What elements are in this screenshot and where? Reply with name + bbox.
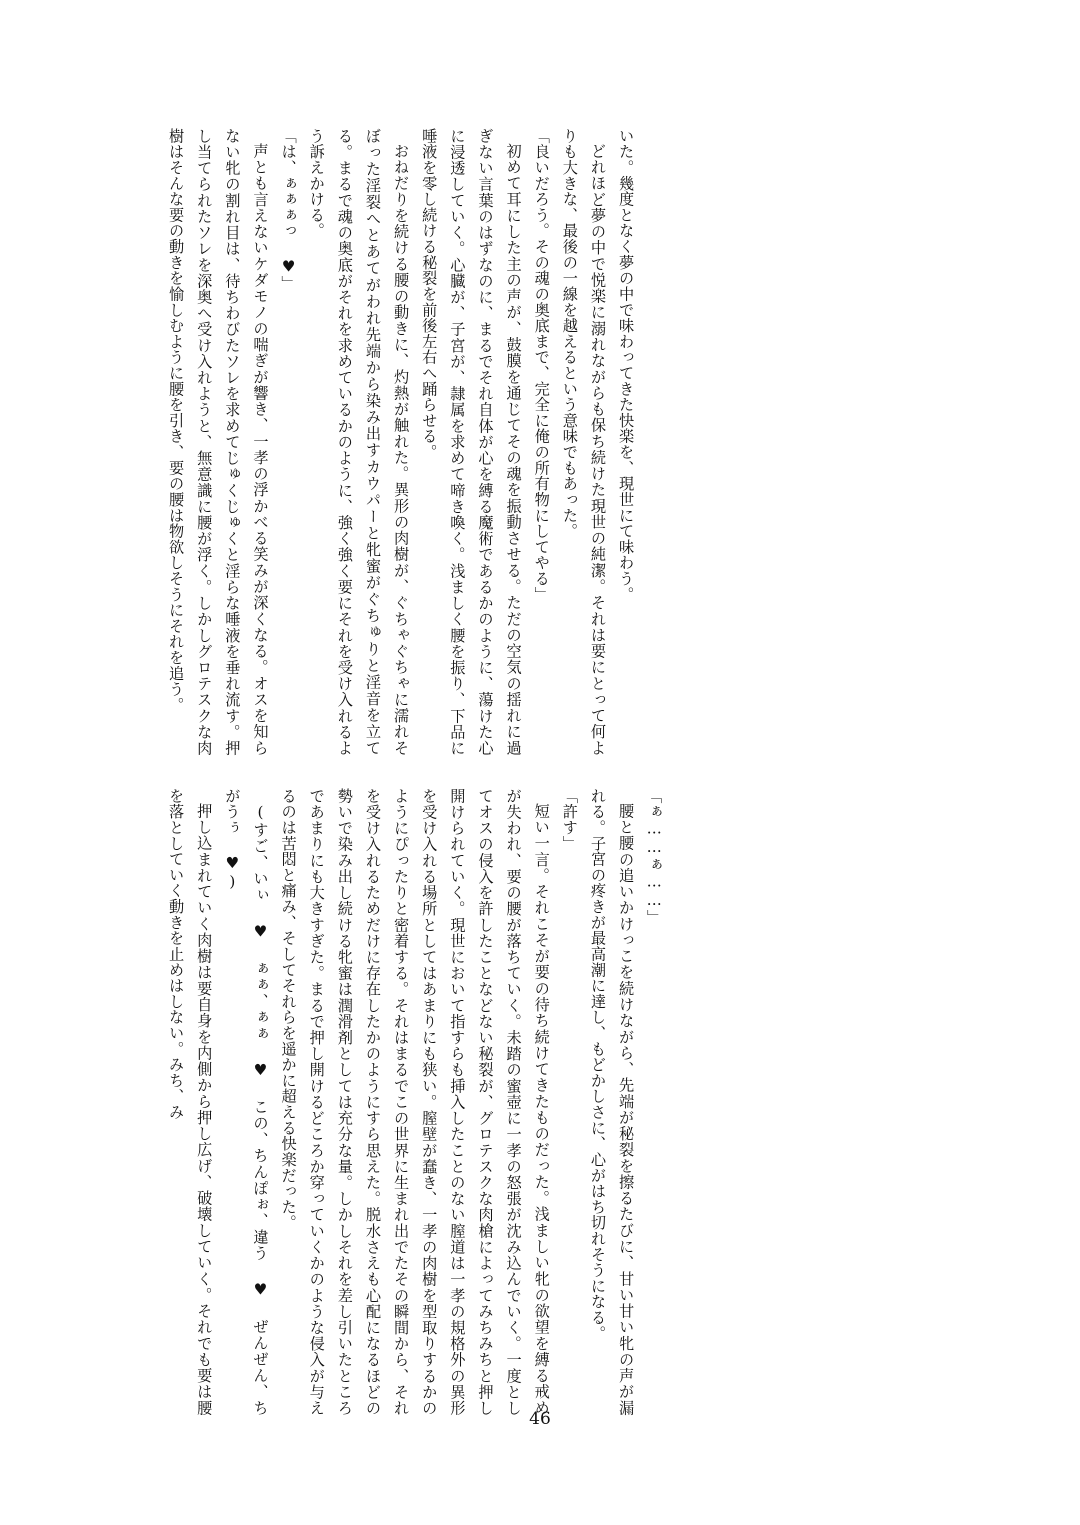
paragraph: 声とも言えないケダモノの喘ぎが響き、一孝の浮かべる笑みが深くなる。オスを知らない牝の割れ目は、待ちわびたソレを求めてじゅくじゅくと淫らな唾液を垂れ流す。押し当てられたソレを深奥へ受け入れようと、無意識に腰が浮く。しかしグロテスクな肉樹はそんな要の動きを愉しむように腰を引き、要の腰は物欲しそうにそれを追う。 <box>167 128 270 756</box>
paragraph: どれほど夢の中で悦楽に溺れながらも保ち続けた現世の純潔。それは要にとって何よりも大きな、最後の一線を越えるという意味でもあった。 <box>560 128 607 756</box>
text-block-upper <box>162 128 1000 756</box>
paragraph-dialogue: 「は、ぁぁぁっ ♥」 <box>279 128 298 292</box>
paragraph: おねだりを続ける腰の動きに、灼熱が触れた。異形の肉樹が、ぐちゃぐちゃに濡れそぼった淫裂へとあてがわれ先端から染み出すカウパーと牝蜜がぐちゅりと淫音を立てる。まるで魂の奥底がそれを求めているかのように、強く強く要にそれを受け入れるよう訴えかける。 <box>307 128 411 756</box>
vertical-text-column-lower <box>162 788 668 1416</box>
paragraph: 腰と腰の追いかけっこを続けながら、先端が秘裂を擦るたびに、甘い甘い牝の声が漏れる。子宮の疼きが最高潮に達し、もどかしさに、心がはち切れそうになる。 <box>589 788 636 1416</box>
paragraph-dialogue: 「ぁ……ぁ……」 <box>645 788 664 926</box>
paragraph: 押し込まれていく肉樹は要自身を内側から押し広げ、破壊していく。それでも要は腰を落としていく動きを止めはしない。みち、み <box>167 788 214 1416</box>
paragraph-dialogue: 「良いだろう。その魂の奥底まで、完全に俺の所有物にしてやる」 <box>532 128 551 603</box>
paragraph: 初めて耳にした主の声が、鼓膜を通じてその魂を振動させる。ただの空気の揺れに過ぎない言葉のはずなのに、まるでそれ自体が心を縛る魔術であるかのように、蕩けた心に浸透していく。心臓が、子宮が、隷属を求めて啼き喚く。浅ましく腰を振り、下品に唾液を零し続ける秘裂を前後左右へ踊らせる。 <box>420 128 523 756</box>
text-block-lower <box>162 788 1000 1416</box>
paragraph: 短い一言。それこそが要の待ち続けてきたものだった。浅ましい牝の欲望を縛る戒めが失われ、要の腰が落ちていく。未踏の蜜壺に一孝の怒張が沈み込んでいく。一度としてオスの侵入を許したことなどない秘裂が、グロテスクな肉槍によってみちみちと押し開けられていく。現世において指すらも挿入したことのない膣道は一孝の規格外の異形を受け入れる場所としてはあまりにも狭い。膣壁が蠢き、一孝の肉樹を型取りするかのようにぴったりと密着する。それはまるでこの世界に生まれ出でたその瞬間から、それを受け入れるためだけに存在したかのようにすら思えた。脱水さえも心配になるほどの勢いで染み出し続ける牝蜜は潤滑剤としては充分な量。しかしそれを差し引いたところであまりにも大きすぎた。まるで押し開けるどころか穿っていくかのような侵入が与えるのは苦悶と痛み、そしてそれらを遥かに超える快楽だった。 <box>279 788 551 1416</box>
page-number: 46 <box>529 1409 551 1429</box>
paragraph: いた。幾度となく夢の中で味わってきた快楽を、現世にて味わう。 <box>617 128 636 603</box>
paragraph-dialogue: 「許す」 <box>560 788 579 852</box>
paragraph-inner-monologue: (すご、いぃ ♥ ぁぁ、ぁぁ ♥ この、ちんぽぉ、違う ♥ ぜんぜん、ちがうぅ ♥) <box>223 788 270 1416</box>
vertical-text-column-upper <box>162 128 640 756</box>
